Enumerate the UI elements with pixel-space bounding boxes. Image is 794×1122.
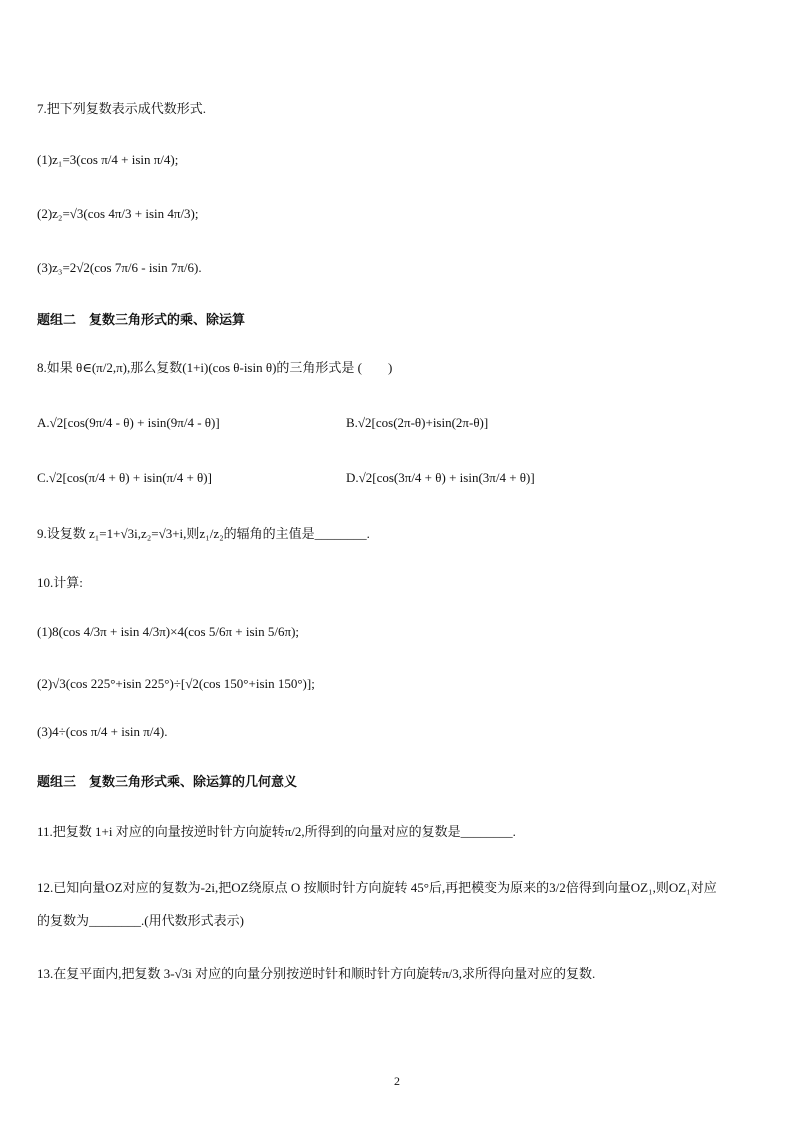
problem-11: 11.把复数 1+i 对应的向量按逆时针方向旋转π/2,所得到的向量对应的复数是________. (37, 824, 516, 839)
problem-10-part-2: (2)√3(cos 225°+isin 225°)÷[√2(cos 150°+isin 150°)]; (37, 676, 315, 691)
problem-8-stem: 8.如果 θ∈(π/2,π),那么复数(1+i)(cos θ-isin θ)的三角形式是 ( ) (37, 360, 393, 375)
problem-7-part-3: (3)z₃=2√2(cos 7π/6 - isin 7π/6). (37, 260, 202, 275)
problem-8-option-d: D.√2[cos(3π/4 + θ) + isin(3π/4 + θ)] (346, 470, 535, 485)
problem-7-part-1: (1)z₁=3(cos π/4 + isin π/4); (37, 152, 179, 167)
section-heading-group-2: 题组二 复数三角形式的乘、除运算 (37, 312, 246, 327)
problem-10-part-3: (3)4÷(cos π/4 + isin π/4). (37, 724, 168, 739)
problem-8-option-a: A.√2[cos(9π/4 - θ) + isin(9π/4 - θ)] (37, 415, 220, 430)
problem-7-part-2: (2)z₂=√3(cos 4π/3 + isin 4π/3); (37, 206, 199, 221)
problem-10-part-1: (1)8(cos 4/3π + isin 4/3π)×4(cos 5/6π + isin 5/6π); (37, 624, 300, 639)
problem-8-option-b: B.√2[cos(2π-θ)+isin(2π-θ)] (346, 415, 489, 430)
problem-8-option-c: C.√2[cos(π/4 + θ) + isin(π/4 + θ)] (37, 470, 212, 485)
problem-10-stem: 10.计算: (37, 575, 83, 590)
page-number: 2 (394, 1074, 400, 1088)
problem-12-line-1: 12.已知向量OZ对应的复数为-2i,把OZ绕原点 O 按顺时针方向旋转 45°后,再把模变为原来的3/2倍得到向量OZ₁,则OZ₁对应 (37, 880, 717, 895)
section-heading-group-3: 题组三 复数三角形式乘、除运算的几何意义 (37, 774, 298, 789)
problem-13: 13.在复平面内,把复数 3-√3i 对应的向量分别按逆时针和顺时针方向旋转π/3,求所得向量对应的复数. (37, 966, 596, 981)
problem-9: 9.设复数 z₁=1+√3i,z₂=√3+i,则z₁/z₂的辐角的主值是________. (37, 526, 370, 541)
problem-7-stem: 7.把下列复数表示成代数形式. (37, 101, 207, 116)
problem-12-line-2: 的复数为________.(用代数形式表示) (37, 913, 244, 928)
